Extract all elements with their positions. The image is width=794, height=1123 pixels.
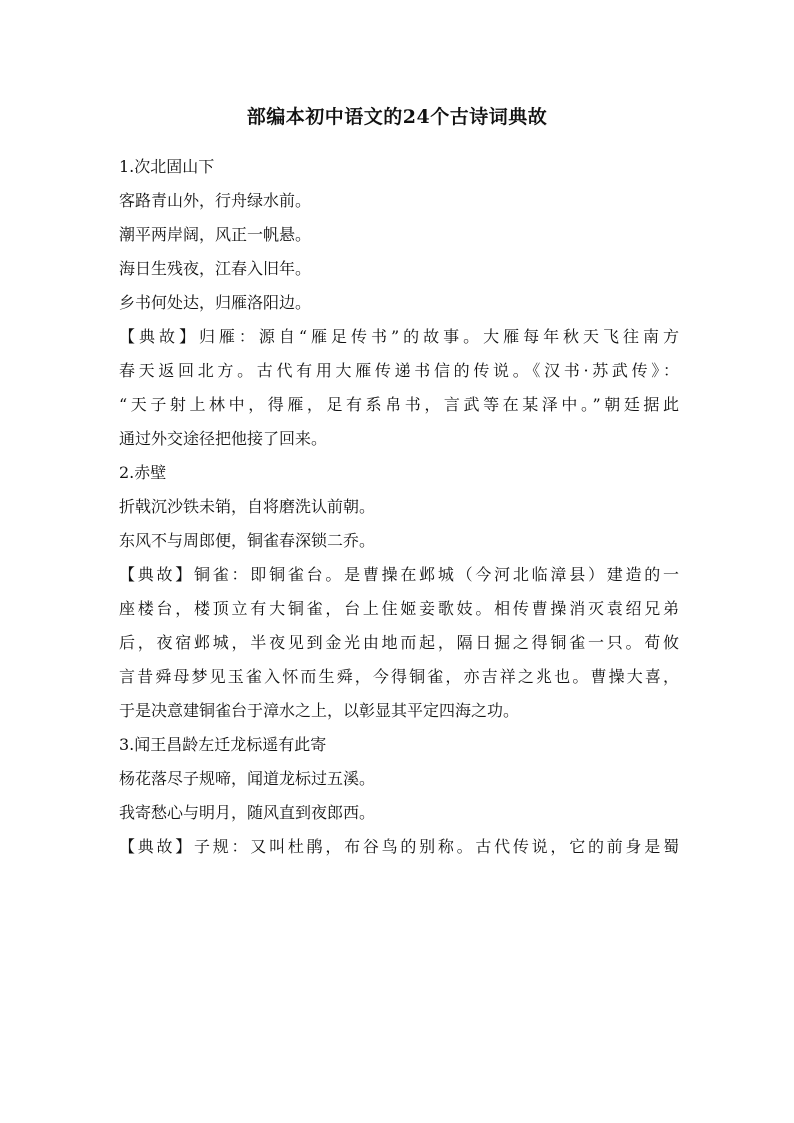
allusion-text-line: 于是决意建铜雀台于漳水之上，以彰显其平定四海之功。	[119, 701, 520, 720]
poem-line: 潮平两岸阔，风正一帆悬。	[119, 225, 312, 244]
poem-line: 东风不与周郎便，铜雀春深锁二乔。	[119, 531, 376, 550]
document-body	[119, 150, 679, 864]
allusion-text-line: 后，夜宿邺城，半夜见到金光由地而起，隔日掘之得铜雀一只。荀攸	[119, 633, 679, 652]
allusion-text-line: 春天返回北方。古代有用大雁传递书信的传说。《汉书·苏武传》：	[119, 361, 679, 380]
allusion-text-line: 【典故】归雁：源自“雁足传书”的故事。大雁每年秋天飞往南方	[119, 327, 679, 346]
allusion-text-line: 座楼台，楼顶立有大铜雀，台上住姬妾歌妓。相传曹操消灭袁绍兄弟	[119, 599, 679, 618]
allusion-text-line: 言昔舜母梦见玉雀入怀而生舜，今得铜雀，亦吉祥之兆也。曹操大喜，	[119, 667, 679, 686]
document-title: 部编本初中语文的24个古诗词典故	[246, 106, 548, 128]
section-heading: 1.次北固山下	[119, 157, 215, 176]
poem-line: 海日生残夜，江春入旧年。	[119, 259, 312, 278]
poem-line: 杨花落尽子规啼，闻道龙标过五溪。	[119, 769, 376, 788]
allusion-text-line: 通过外交途径把他接了回来。	[119, 429, 328, 448]
section-heading: 2.赤壁	[119, 463, 167, 482]
poem-line: 我寄愁心与明月，随风直到夜郎西。	[119, 803, 376, 822]
allusion-text-line: 【典故】铜雀：即铜雀台。是曹操在邺城（今河北临漳县）建造的一	[119, 565, 679, 584]
poem-line: 乡书何处达，归雁洛阳边。	[119, 293, 312, 312]
poem-line: 折戟沉沙铁未销，自将磨洗认前朝。	[119, 497, 376, 516]
allusion-text-line: “天子射上林中，得雁，足有系帛书，言武等在某泽中。”朝廷据此	[119, 395, 679, 414]
poem-line: 客路青山外，行舟绿水前。	[119, 191, 312, 210]
section-heading: 3.闻王昌龄左迁龙标遥有此寄	[119, 735, 327, 754]
allusion-text-line: 【典故】子规：又叫杜鹃，布谷鸟的别称。古代传说，它的前身是蜀	[119, 837, 679, 856]
